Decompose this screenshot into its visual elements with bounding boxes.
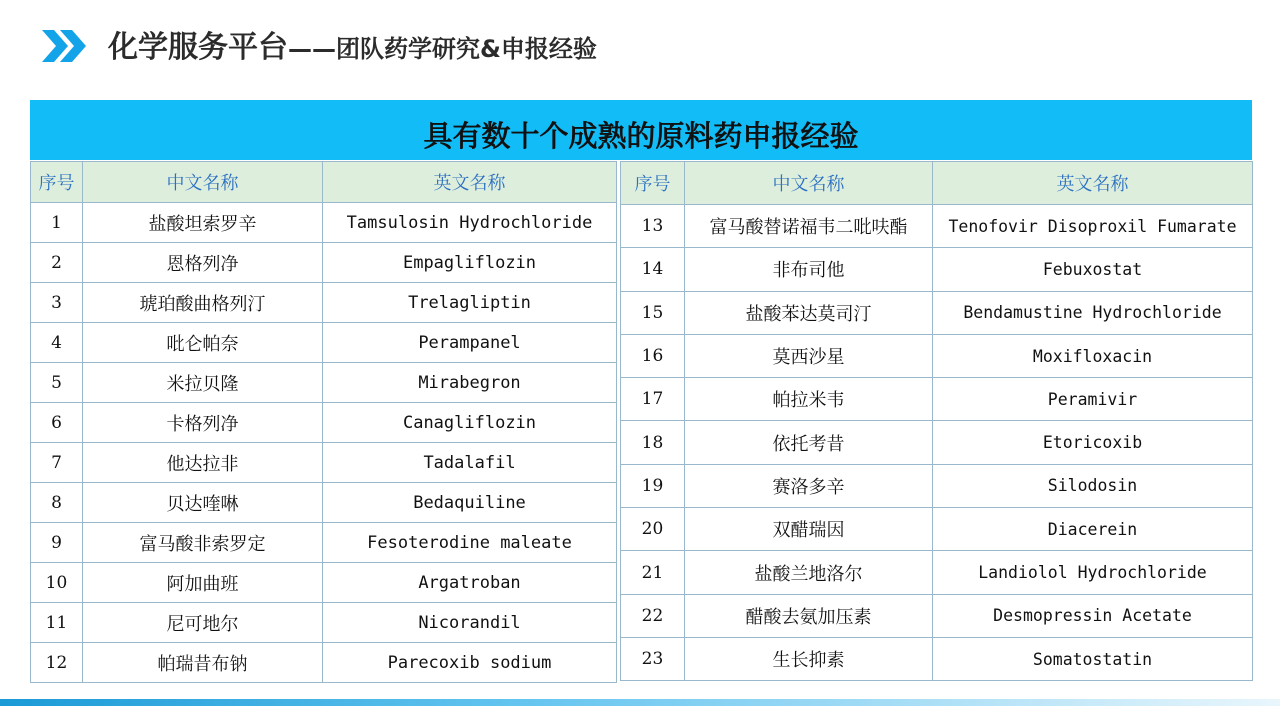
table-row — [621, 594, 1253, 637]
table-row — [621, 421, 1253, 464]
cell-en-name: Canagliflozin — [323, 403, 617, 443]
cell-index: 14 — [621, 248, 685, 291]
header-index: 序号 — [621, 162, 685, 205]
cell-en-name: Bendamustine Hydrochloride — [933, 291, 1253, 334]
table-row — [31, 523, 617, 563]
cell-en-name: Nicorandil — [323, 603, 617, 643]
header-en-name: 英文名称 — [933, 162, 1253, 205]
table-row — [621, 464, 1253, 507]
cell-cn-name: 富马酸替诺福韦二吡呋酯 — [685, 205, 933, 248]
right-table — [620, 161, 1253, 681]
page-title-main: 化学服务平台 — [108, 30, 288, 65]
page-title — [108, 26, 597, 70]
cell-index: 3 — [31, 283, 83, 323]
table-row — [31, 283, 617, 323]
cell-index: 6 — [31, 403, 83, 443]
cell-index: 20 — [621, 508, 685, 551]
cell-en-name: Fesoterodine maleate — [323, 523, 617, 563]
table-row — [621, 205, 1253, 248]
left-table — [30, 161, 617, 683]
cell-index: 17 — [621, 378, 685, 421]
table-row — [31, 243, 617, 283]
cell-cn-name: 盐酸兰地洛尔 — [685, 551, 933, 594]
table-row — [31, 443, 617, 483]
cell-index: 10 — [31, 563, 83, 603]
table-row — [31, 403, 617, 443]
cell-cn-name: 吡仑帕奈 — [83, 323, 323, 363]
table-row — [621, 637, 1253, 680]
table-row — [31, 483, 617, 523]
header-cn-name: 中文名称 — [685, 162, 933, 205]
cell-en-name: Diacerein — [933, 508, 1253, 551]
table-row — [621, 378, 1253, 421]
cell-en-name: Peramivir — [933, 378, 1253, 421]
cell-cn-name: 恩格列净 — [83, 243, 323, 283]
cell-en-name: Desmopressin Acetate — [933, 594, 1253, 637]
cell-en-name: Tenofovir Disoproxil Fumarate — [933, 205, 1253, 248]
cell-cn-name: 依托考昔 — [685, 421, 933, 464]
cell-index: 12 — [31, 643, 83, 683]
table-row — [621, 334, 1253, 377]
cell-cn-name: 琥珀酸曲格列汀 — [83, 283, 323, 323]
cell-cn-name: 贝达喹啉 — [83, 483, 323, 523]
cell-cn-name: 阿加曲班 — [83, 563, 323, 603]
table-row — [31, 643, 617, 683]
cell-en-name: Silodosin — [933, 464, 1253, 507]
cell-en-name: Moxifloxacin — [933, 334, 1253, 377]
table-row — [31, 203, 617, 243]
cell-index: 19 — [621, 464, 685, 507]
cell-cn-name: 盐酸苯达莫司汀 — [685, 291, 933, 334]
cell-index: 5 — [31, 363, 83, 403]
cell-cn-name: 米拉贝隆 — [83, 363, 323, 403]
cell-en-name: Febuxostat — [933, 248, 1253, 291]
cell-index: 11 — [31, 603, 83, 643]
cell-en-name: Tamsulosin Hydrochloride — [323, 203, 617, 243]
cell-cn-name: 帕拉米韦 — [685, 378, 933, 421]
bottom-accent-bar — [0, 699, 1280, 706]
right-table-header — [621, 162, 1253, 205]
table-row — [621, 508, 1253, 551]
cell-index: 8 — [31, 483, 83, 523]
cell-cn-name: 盐酸坦索罗辛 — [83, 203, 323, 243]
header-index: 序号 — [31, 162, 83, 203]
cell-index: 4 — [31, 323, 83, 363]
cell-index: 9 — [31, 523, 83, 563]
cell-cn-name: 莫西沙星 — [685, 334, 933, 377]
cell-en-name: Argatroban — [323, 563, 617, 603]
table-row — [621, 248, 1253, 291]
cell-index: 13 — [621, 205, 685, 248]
cell-index: 16 — [621, 334, 685, 377]
cell-index: 2 — [31, 243, 83, 283]
cell-en-name: Perampanel — [323, 323, 617, 363]
cell-cn-name: 他达拉非 — [83, 443, 323, 483]
cell-en-name: Landiolol Hydrochloride — [933, 551, 1253, 594]
table-row — [31, 563, 617, 603]
cell-cn-name: 非布司他 — [685, 248, 933, 291]
cell-cn-name: 生长抑素 — [685, 637, 933, 680]
table-row — [31, 323, 617, 363]
cell-en-name: Bedaquiline — [323, 483, 617, 523]
cell-en-name: Trelagliptin — [323, 283, 617, 323]
cell-en-name: Somatostatin — [933, 637, 1253, 680]
cell-index: 22 — [621, 594, 685, 637]
table-banner — [30, 100, 1252, 160]
table-row — [621, 291, 1253, 334]
cell-cn-name: 卡格列净 — [83, 403, 323, 443]
cell-en-name: Tadalafil — [323, 443, 617, 483]
table-row — [31, 603, 617, 643]
table-row — [621, 551, 1253, 594]
cell-index: 15 — [621, 291, 685, 334]
cell-index: 7 — [31, 443, 83, 483]
cell-cn-name: 尼可地尔 — [83, 603, 323, 643]
table-banner-text: 具有数十个成熟的原料药申报经验 — [423, 119, 859, 153]
cell-cn-name: 帕瑞昔布钠 — [83, 643, 323, 683]
cell-index: 1 — [31, 203, 83, 243]
cell-cn-name: 富马酸非索罗定 — [83, 523, 323, 563]
left-table-header — [31, 162, 617, 203]
cell-en-name: Parecoxib sodium — [323, 643, 617, 683]
header-en-name: 英文名称 — [323, 162, 617, 203]
cell-en-name: Mirabegron — [323, 363, 617, 403]
header-cn-name: 中文名称 — [83, 162, 323, 203]
cell-index: 21 — [621, 551, 685, 594]
cell-cn-name: 双醋瑞因 — [685, 508, 933, 551]
cell-cn-name: 醋酸去氨加压素 — [685, 594, 933, 637]
cell-cn-name: 赛洛多辛 — [685, 464, 933, 507]
page-title-subtitle: ——团队药学研究&申报经验 — [288, 35, 597, 63]
table-row — [31, 363, 617, 403]
cell-index: 18 — [621, 421, 685, 464]
cell-index: 23 — [621, 637, 685, 680]
cell-en-name: Empagliflozin — [323, 243, 617, 283]
cell-en-name: Etoricoxib — [933, 421, 1253, 464]
double-chevron-right-icon — [40, 26, 90, 66]
